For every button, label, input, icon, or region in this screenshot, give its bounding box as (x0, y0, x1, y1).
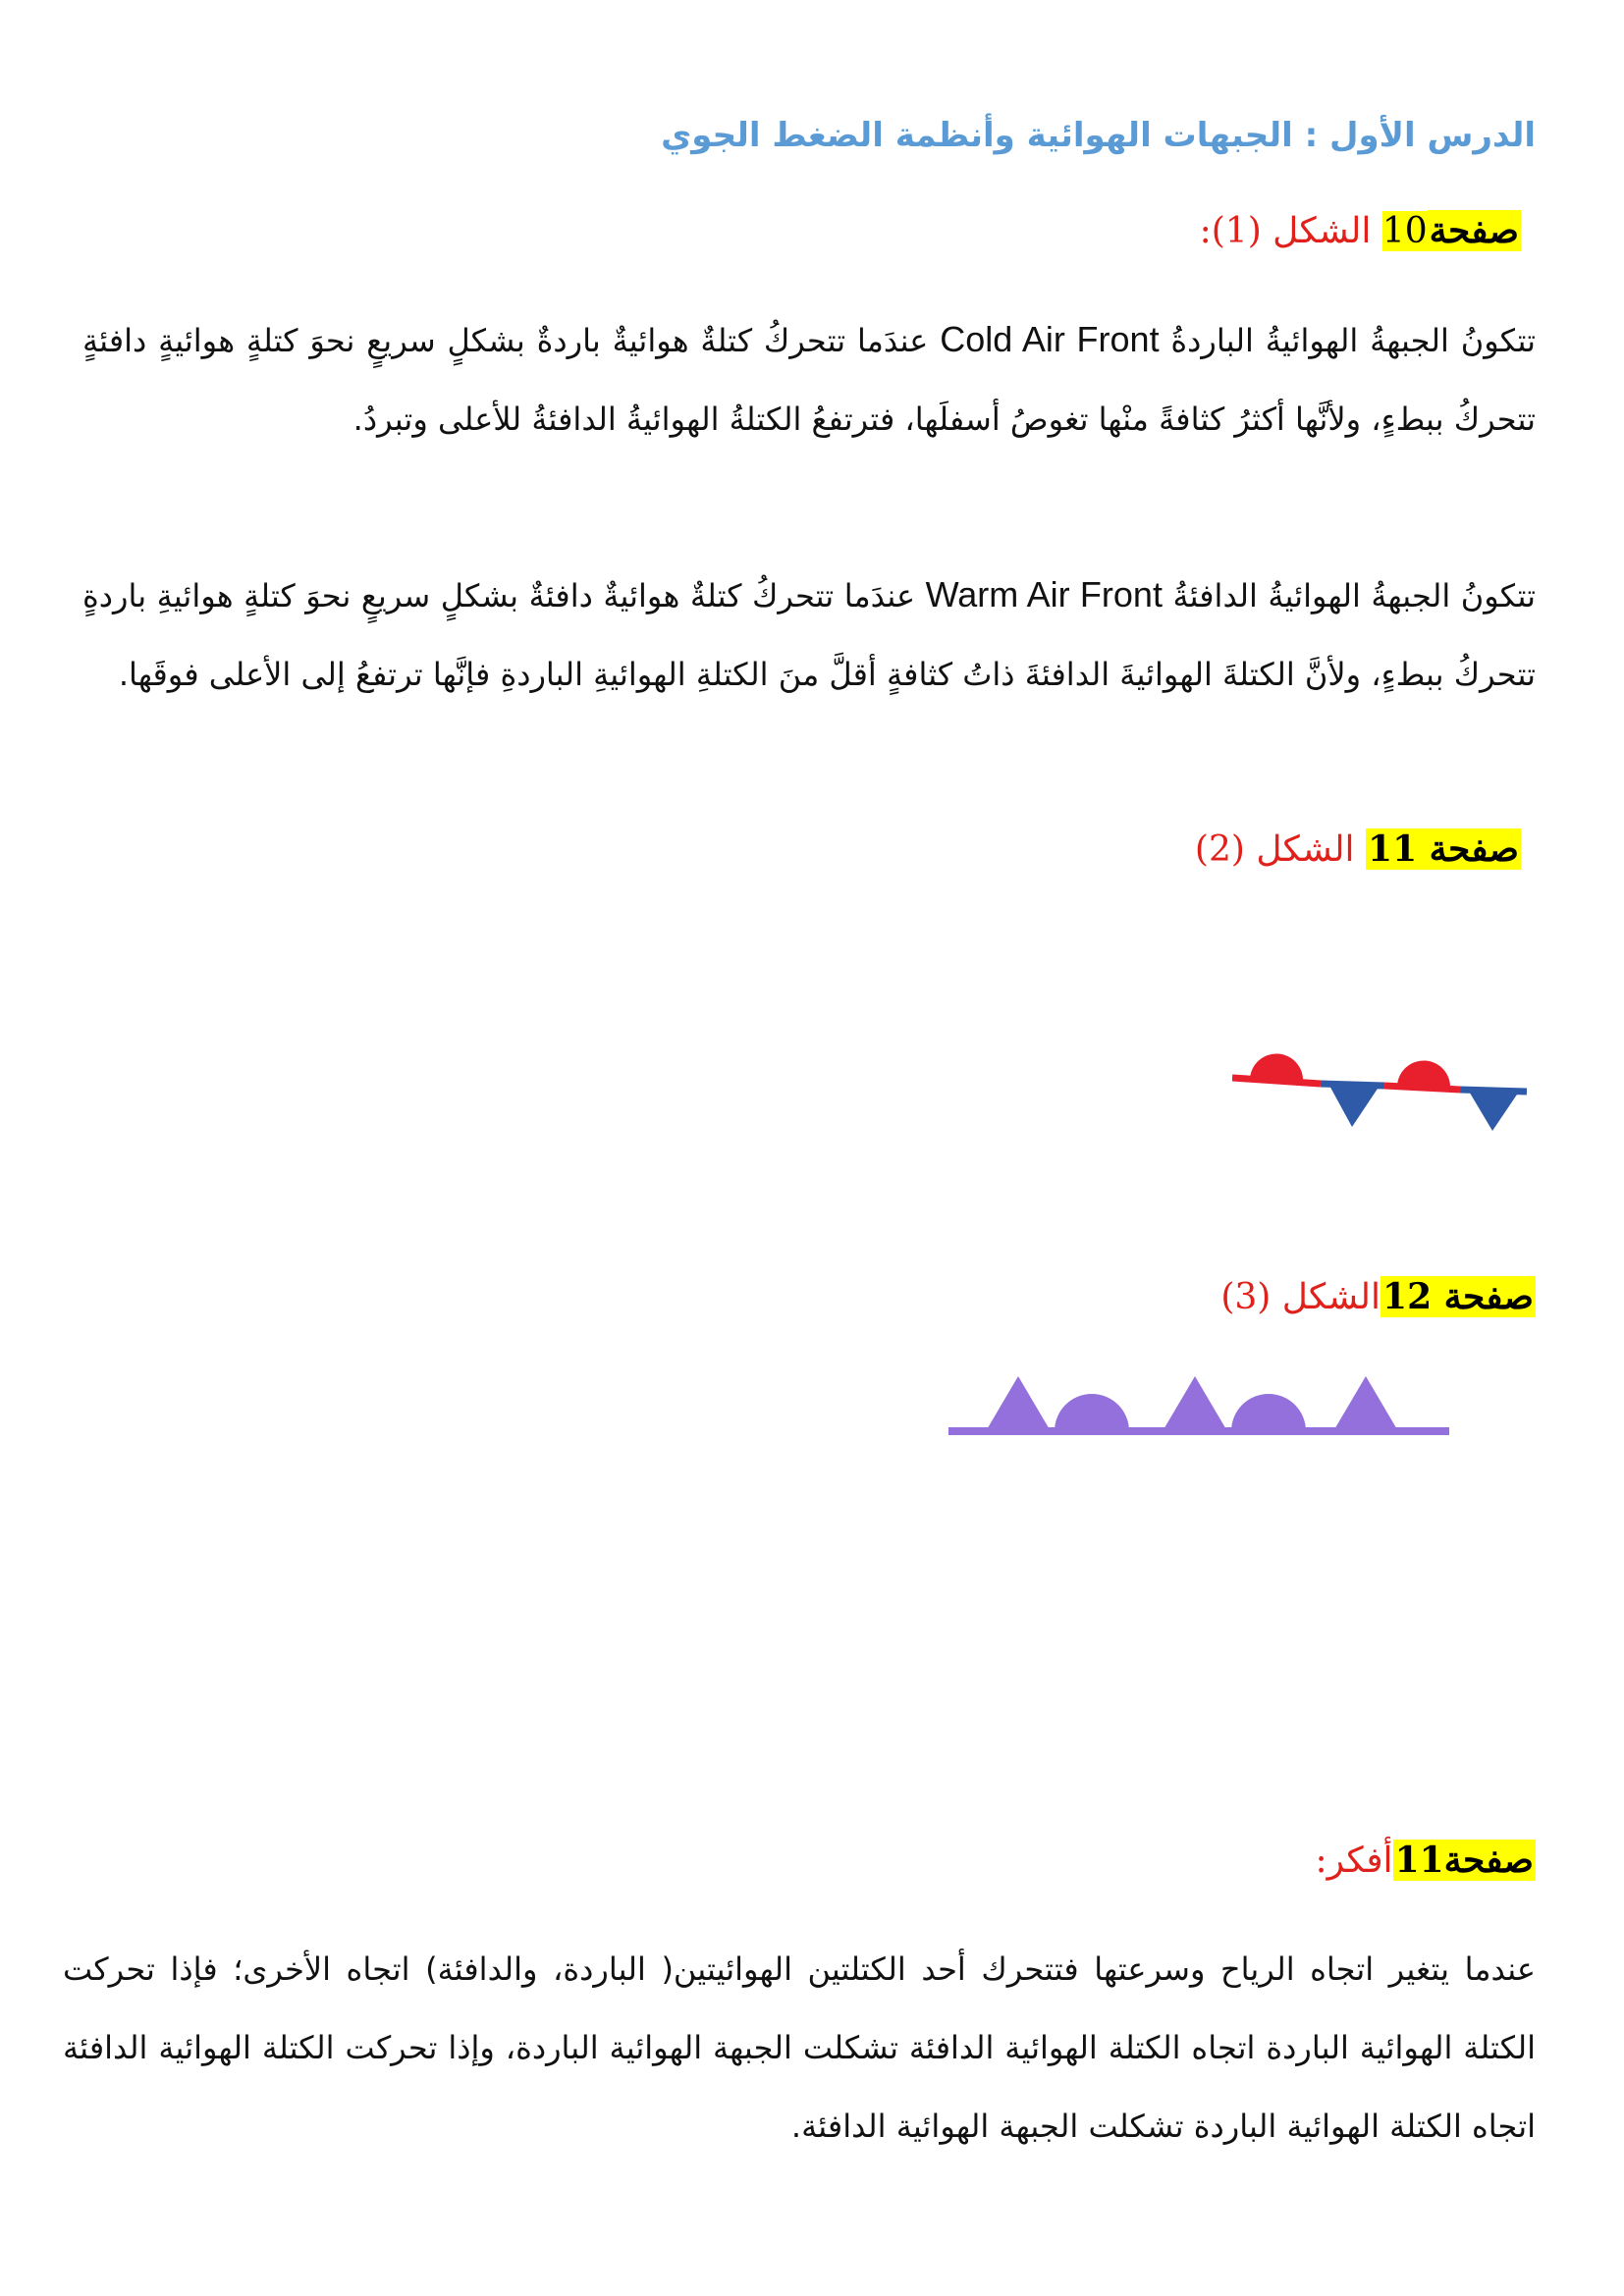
red-warm-segment-1 (1232, 1053, 1321, 1084)
warm-text-after: عندَما تتحركُ كتلةٌ هوائيةٌ دافئةٌ بشكلٍ سريعٍ نحوَ كتلةٍ هوائيةِ باردةٍ تتحركُ ببطءٍ، ولأنَّ الكتلةَ الهوائيةَ الدافئةَ ذاتُ كثافةٍ أقلَّ منَ الكتلةِ الهوائيةِ الباردةِ فإنَّها ترتفعُ إلى الأعلى فوقَها. (82, 577, 1536, 693)
think-label: أفكر: (1315, 1841, 1393, 1881)
red-warm-segment-2 (1384, 1060, 1460, 1090)
page-word: صفحة 11 (1368, 828, 1519, 870)
figure-3-heading (1220, 1276, 1536, 1317)
figure-1-heading (1200, 210, 1521, 251)
page-word: صفحة11 (1394, 1840, 1534, 1881)
semicircle-2 (1231, 1394, 1306, 1431)
figure-label: الشكل (2) (1194, 829, 1355, 870)
page-number: 12 (1382, 1276, 1433, 1317)
warm-text-before: تتكونُ الجبهةُ الهوائيةُ الدافئةُ (1162, 577, 1537, 614)
blue-cold-segment-1 (1321, 1084, 1384, 1127)
semicircle-1 (1055, 1394, 1129, 1431)
page-word: صفحة 12 (1382, 1276, 1534, 1317)
triangle-1 (986, 1376, 1051, 1431)
warm-air-front-term: Warm Air Front (925, 574, 1163, 614)
cold-text-before: تتكونُ الجبهةُ الهوائيةُ الباردةُ (1159, 322, 1537, 359)
figure-label: الشكل (3) (1220, 1277, 1381, 1317)
page-word: صفحة (1429, 210, 1519, 251)
stationary-front-symbol (1232, 1041, 1537, 1139)
warm-front-paragraph (82, 556, 1536, 714)
page-number: 10 (1381, 211, 1428, 251)
cold-text-after: عندَما تتحركُ كتلةٌ هوائيةٌ باردةٌ بشكلٍ سريعٍ نحوَ كتلةٍ هوائيةٍ دافئةٍ تتحركُ ببطءٍ، ولأنَّها أكثرُ كثافةً منْها تغوصُ أسفلَها، فترتفعُ الكتلةُ الهوائيةُ الدافئةُ للأعلى وتبردُ. (82, 322, 1536, 438)
think-heading (1315, 1840, 1536, 1881)
blue-cold-segment-2 (1460, 1090, 1527, 1131)
figure-label: الشكل (1): (1199, 211, 1372, 251)
page-number: 11 (1394, 1840, 1444, 1881)
think-paragraph: عندما يتغير اتجاه الرياح وسرعتها فتتحرك أحد الكتلتين الهوائيتين( الباردة، والدافئة) اتجاه الأخرى؛ فإذا تحركت الكتلة الهوائية الباردة اتجاه الكتلة الهوائية الدافئة تشكلت الجبهة الهوائية الباردة، وإذا تحركت الكتلة الهوائية الدافئة اتجاه الكتلة الهوائية الباردة تشكلت الجبهة الهوائية الدافئة. (63, 1950, 1536, 2145)
cold-front-paragraph (82, 300, 1536, 458)
lesson-title: الدرس الأول : الجبهات الهوائية وأنظمة الضغط الجوي (661, 116, 1536, 155)
figure-2-heading (1195, 828, 1521, 870)
triangle-3 (1333, 1376, 1398, 1431)
page-number: 11 (1368, 828, 1418, 870)
triangle-2 (1163, 1376, 1227, 1431)
cold-air-front-term: Cold Air Front (940, 319, 1160, 359)
occluded-front-symbol (945, 1366, 1455, 1445)
